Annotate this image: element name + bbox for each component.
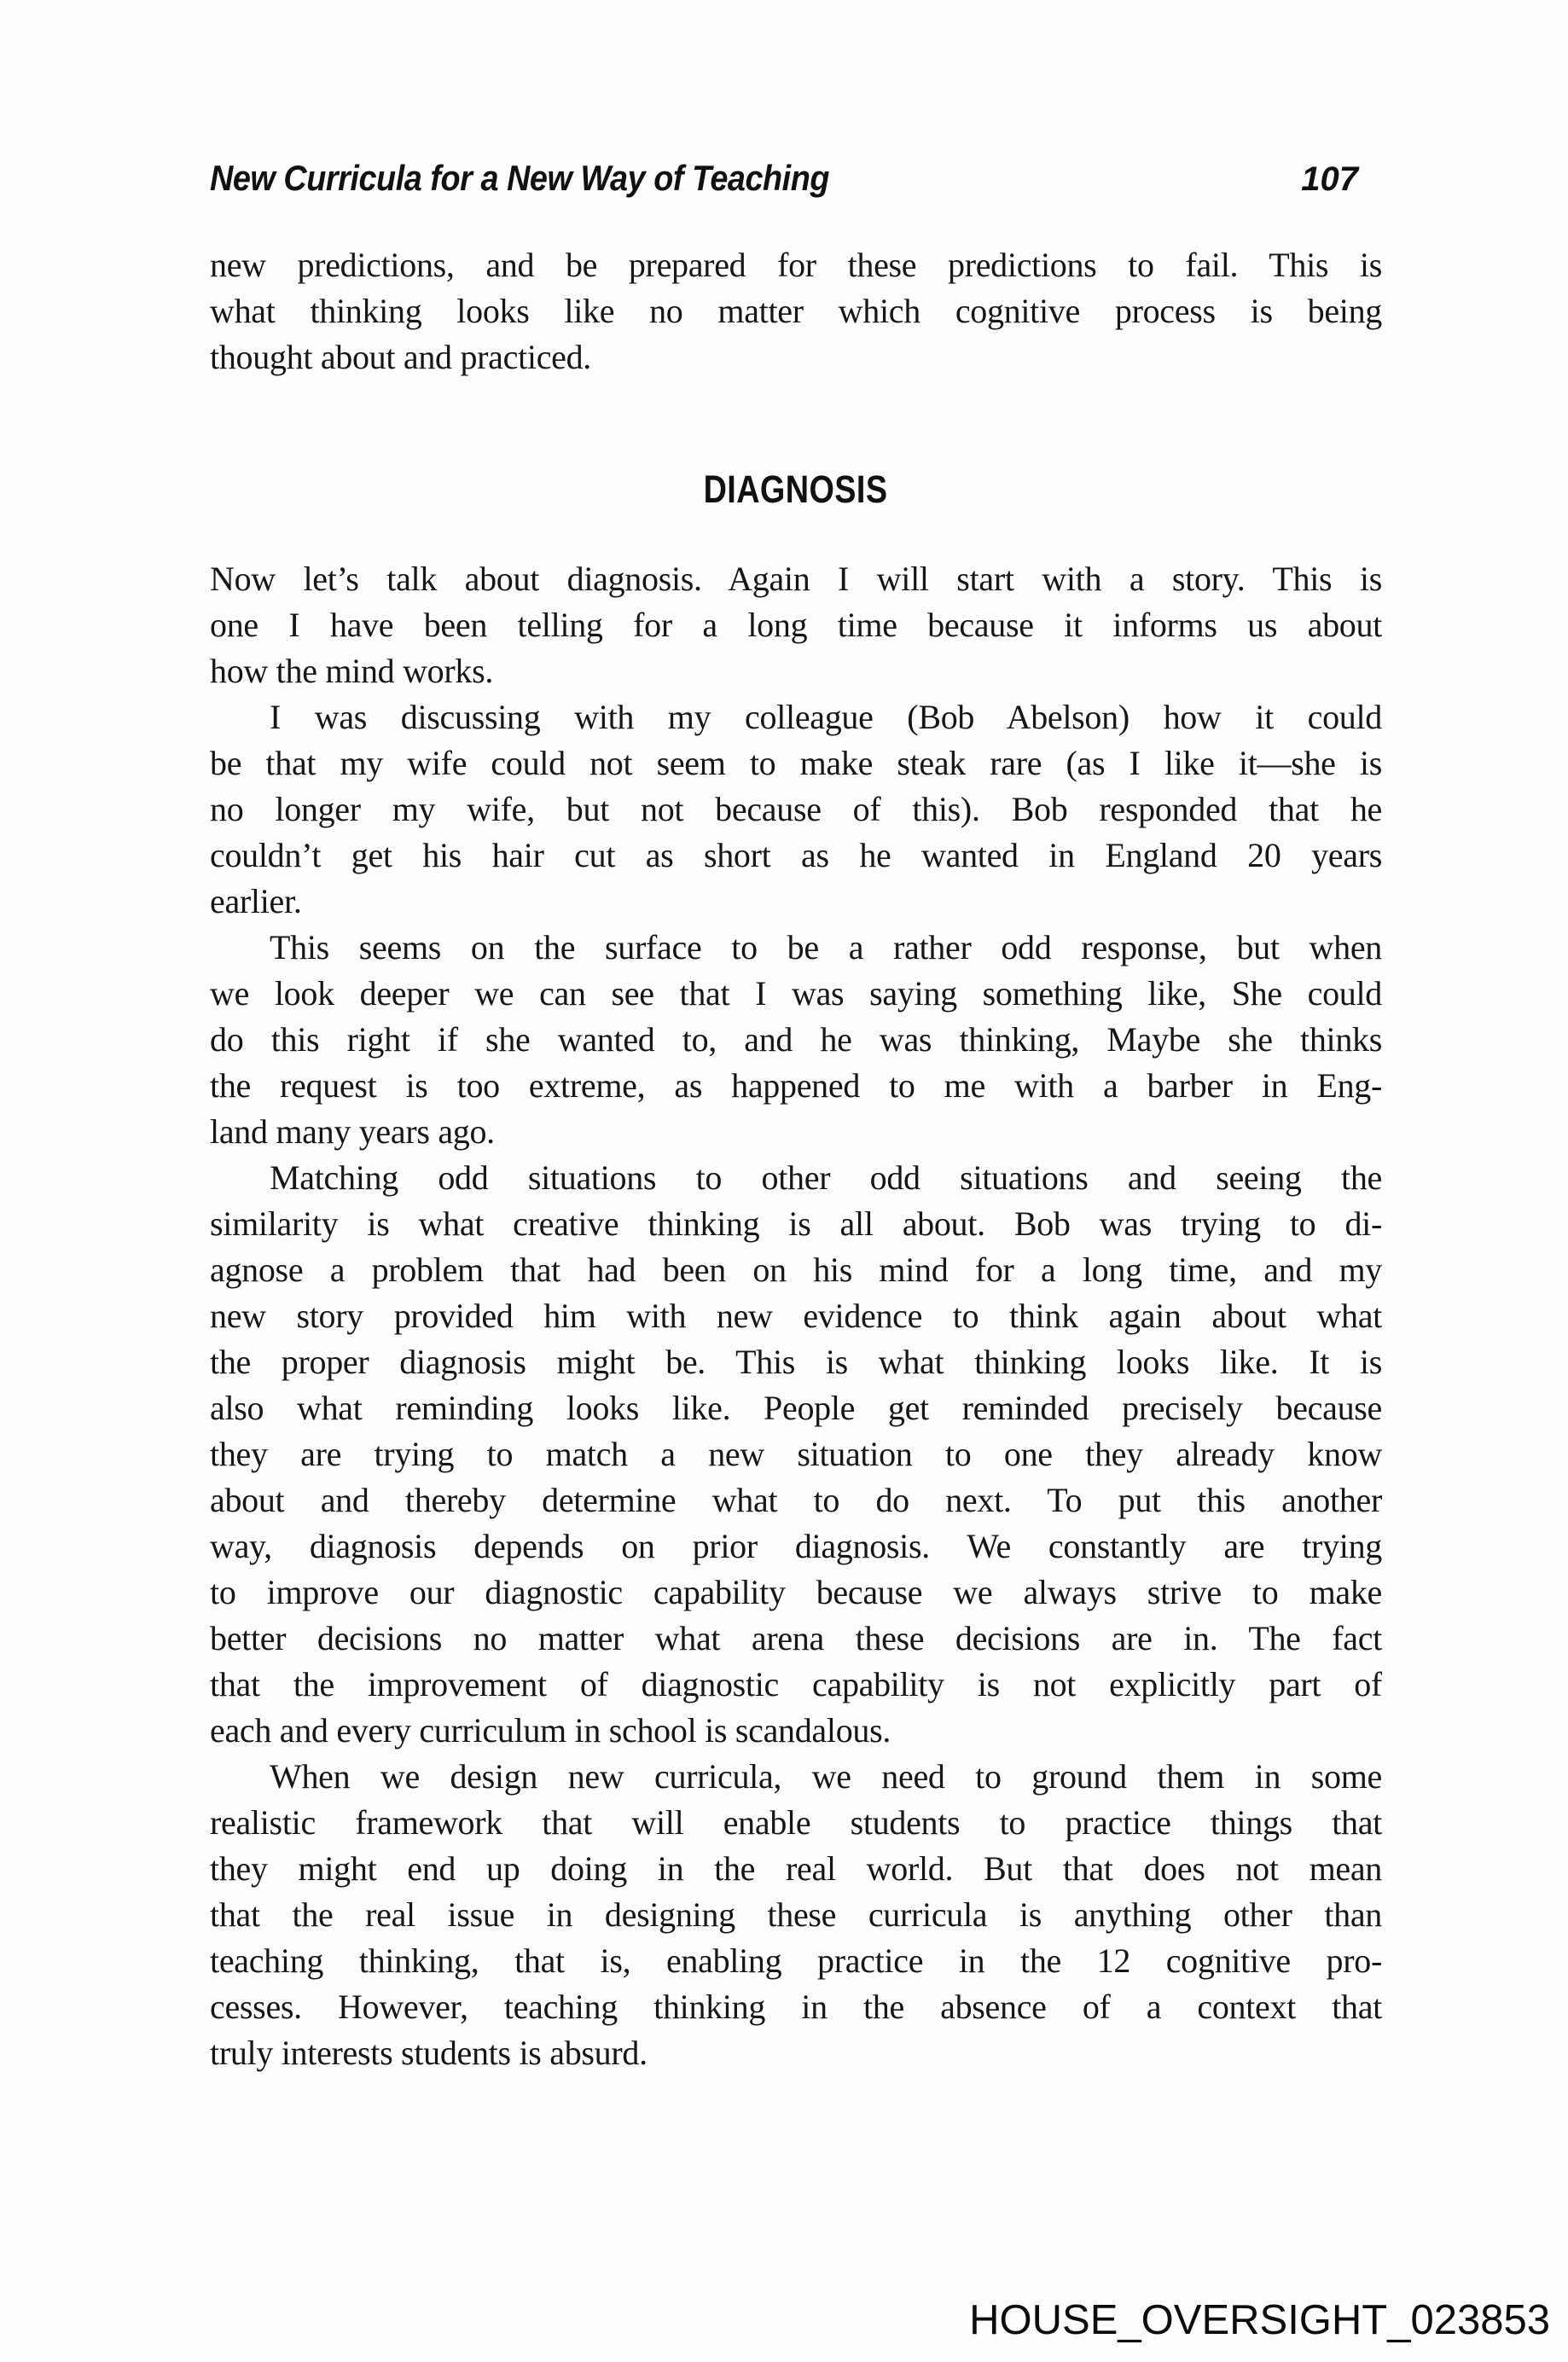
text-line: I was discussing with my colleague (Bob Abelson) how it could: [270, 698, 1382, 736]
text-line: the request is too extreme, as happened to me with a barber in Eng-: [210, 1066, 1382, 1105]
text-line: one I have been telling for a long time because it informs us about: [210, 606, 1382, 644]
text-line: earlier.: [210, 882, 302, 920]
text-line: couldn’t get his hair cut as short as he wanted in England 20 years: [210, 836, 1382, 874]
text-line: When we design new curricula, we need to ground them in some: [270, 1757, 1382, 1796]
text-line: do this right if she wanted to, and he was thinking, Maybe she thinks: [210, 1020, 1382, 1059]
text-line: also what reminding looks like. People get reminded precisely because: [210, 1389, 1382, 1427]
chapter-title: New Curricula for a New Way of Teaching: [210, 158, 830, 198]
text-line: land many years ago.: [210, 1112, 495, 1151]
text-line: teaching thinking, that is, enabling practice in the 12 cognitive pro-: [210, 1941, 1382, 1980]
text-line: new predictions, and be prepared for these predictions to fail. This is: [210, 246, 1382, 284]
text-line: Now let’s talk about diagnosis. Again I will start with a story. This is: [210, 560, 1382, 598]
text-line: new story provided him with new evidence to think again about what: [210, 1297, 1382, 1335]
text-line: the proper diagnosis might be. This is what thinking looks like. It is: [210, 1343, 1382, 1381]
text-line: This seems on the surface to be a rather odd response, but when: [270, 928, 1382, 966]
text-line: thought about and practiced.: [210, 338, 592, 376]
page-number: 107: [1301, 160, 1358, 198]
text-line: about and thereby determine what to do next. To put this another: [210, 1481, 1382, 1519]
text-line: truly interests students is absurd.: [210, 2034, 648, 2072]
text-line: that the real issue in designing these curricula is anything other than: [210, 1895, 1382, 1934]
paragraph: [210, 1155, 1382, 1754]
section-heading: [210, 467, 1382, 513]
text-line: agnose a problem that had been on his mind for a long time, and my: [210, 1251, 1382, 1289]
section-heading-text: DIAGNOSIS: [704, 467, 888, 511]
text-line: what thinking looks like no matter which cognitive process is being: [210, 292, 1382, 330]
paragraph: [210, 242, 1382, 380]
running-header: [210, 155, 1382, 202]
text-line: each and every curriculum in school is scandalous.: [210, 1711, 891, 1750]
paragraph: [210, 556, 1382, 694]
text-line: how the mind works.: [210, 652, 494, 690]
text-line: realistic framework that will enable students to practice things that: [210, 1803, 1382, 1842]
text-line: they might end up doing in the real world. But that does not mean: [210, 1849, 1382, 1888]
text-line: way, diagnosis depends on prior diagnosis. We constantly are trying: [210, 1527, 1382, 1565]
text-line: similarity is what creative thinking is all about. Bob was trying to di-: [210, 1204, 1382, 1243]
text-line: they are trying to match a new situation to one they already know: [210, 1435, 1382, 1473]
text-line: we look deeper we can see that I was saying something like, She could: [210, 974, 1382, 1013]
text-line: be that my wife could not seem to make steak rare (as I like it—she is: [210, 744, 1382, 782]
text-line: to improve our diagnostic capability because we always strive to make: [210, 1573, 1382, 1611]
text-line: cesses. However, teaching thinking in the absence of a context that: [210, 1988, 1382, 2026]
text-line: no longer my wife, but not because of this). Bob responded that he: [210, 790, 1382, 828]
paragraph: [210, 694, 1382, 925]
text-line: better decisions no matter what arena these decisions are in. The fact: [210, 1619, 1382, 1657]
paragraph: [210, 1754, 1382, 2076]
text-line: that the improvement of diagnostic capability is not explicitly part of: [210, 1665, 1382, 1703]
text-line: Matching odd situations to other odd situations and seeing the: [270, 1158, 1382, 1197]
paragraph: [210, 925, 1382, 1155]
bates-stamp: HOUSE_OVERSIGHT_023853: [969, 2297, 1550, 2343]
